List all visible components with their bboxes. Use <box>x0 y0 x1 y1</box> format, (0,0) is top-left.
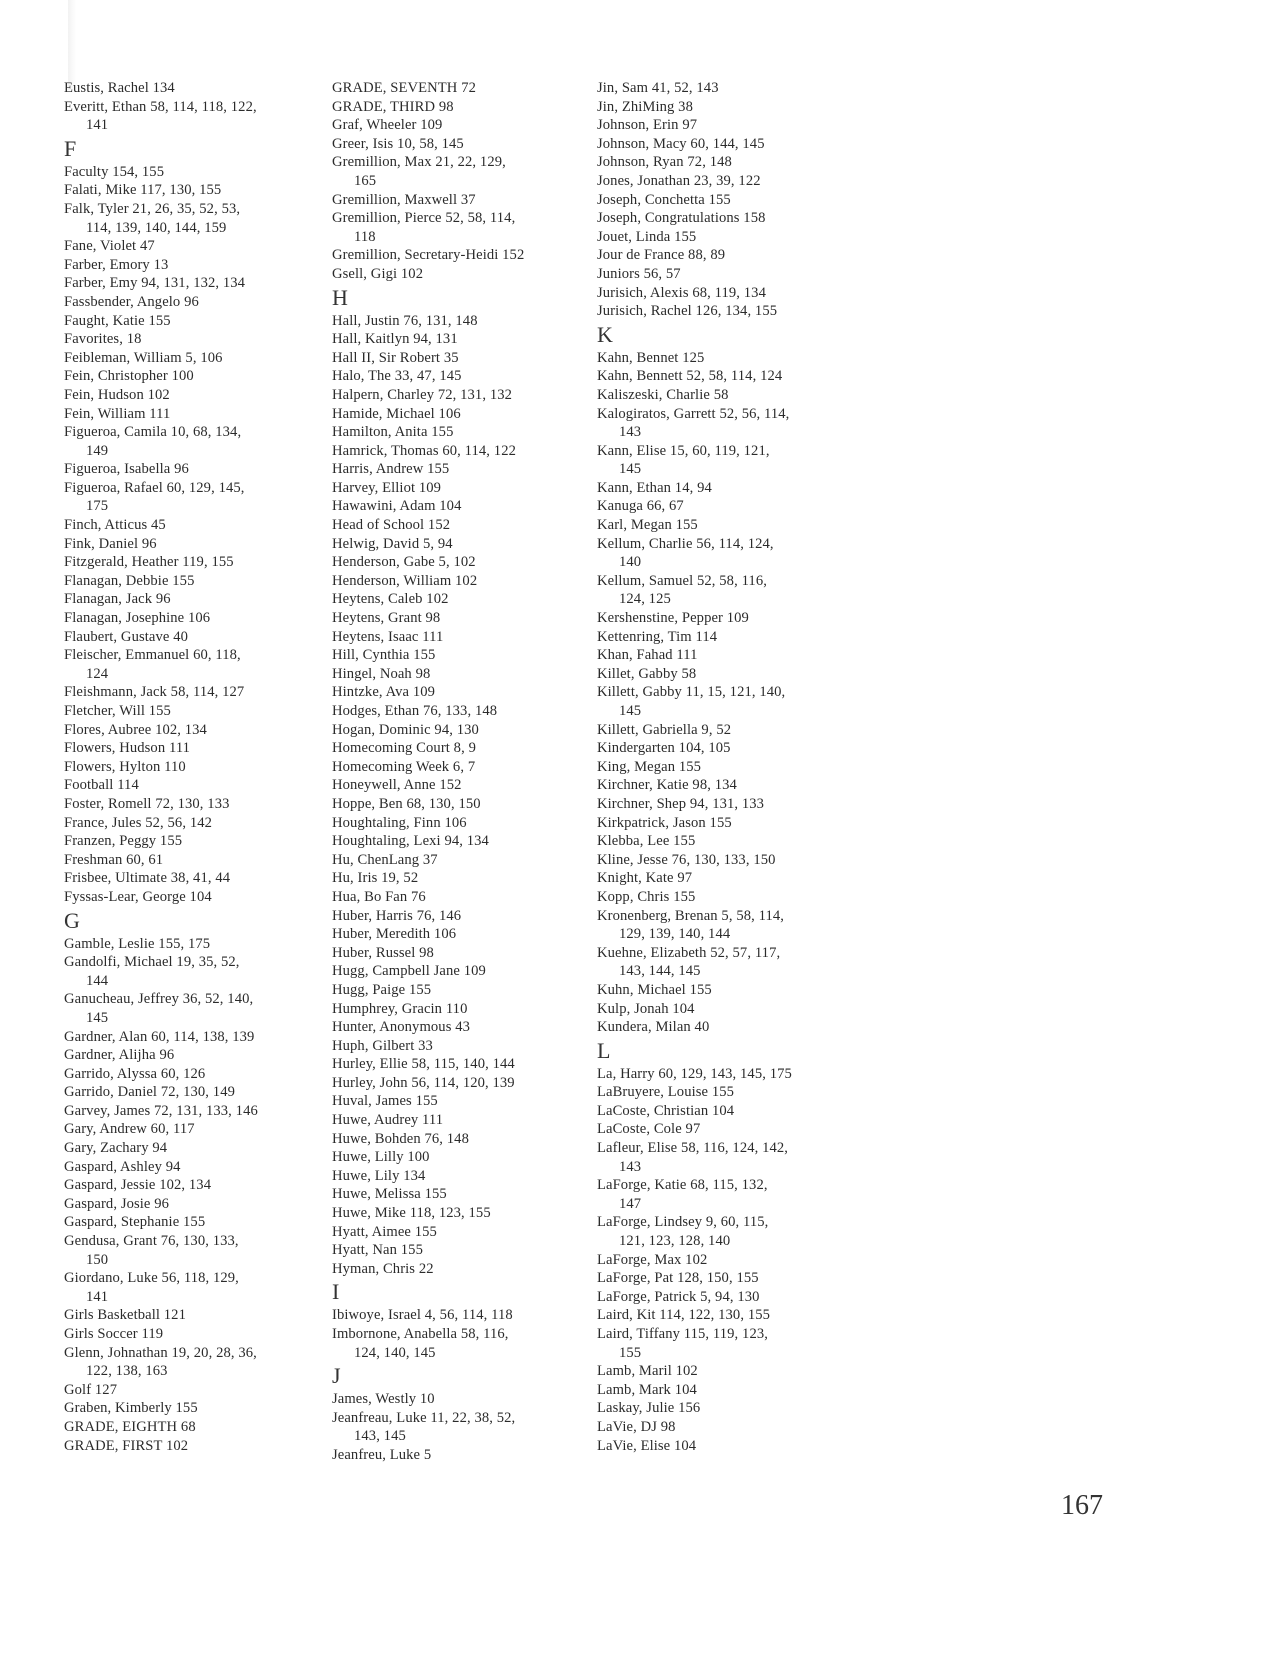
index-entry-continuation: 143 <box>619 424 642 441</box>
index-entry-continuation: 124, 125 <box>619 591 671 608</box>
index-entry: Kahn, Bennet 125 <box>597 349 705 366</box>
index-entry: LaForge, Lindsey 9, 60, 115, <box>597 1214 769 1231</box>
index-entry: Flanagan, Jack 96 <box>64 591 171 608</box>
index-entry: Huber, Russel 98 <box>332 944 434 961</box>
index-entry: Frisbee, Ultimate 38, 41, 44 <box>64 870 231 887</box>
index-entry: France, Jules 52, 56, 142 <box>64 814 213 831</box>
index-entry: Hugg, Campbell Jane 109 <box>332 963 486 980</box>
index-entry: LaForge, Pat 128, 150, 155 <box>597 1270 759 1287</box>
index-entry: Hogan, Dominic 94, 130 <box>332 721 479 738</box>
index-entry: LaCoste, Christian 104 <box>597 1102 735 1119</box>
index-entry: Fassbender, Angelo 96 <box>64 293 199 310</box>
index-entry: Hintzke, Ava 109 <box>332 684 436 701</box>
index-entry: Ganucheau, Jeffrey 36, 52, 140, <box>64 991 254 1008</box>
index-entry: Lamb, Mark 104 <box>597 1381 697 1398</box>
index-entry: Hyatt, Nan 155 <box>332 1242 423 1259</box>
index-entry: Glenn, Johnathan 19, 20, 28, 36, <box>64 1344 257 1361</box>
index-entry: Graf, Wheeler 109 <box>332 117 443 134</box>
index-entry-continuation: 145 <box>619 461 642 478</box>
index-entry: Johnson, Macy 60, 144, 145 <box>597 135 765 152</box>
index-entry: Gaspard, Josie 96 <box>64 1195 170 1212</box>
index-entry: Fitzgerald, Heather 119, 155 <box>64 554 234 571</box>
index-entry: Football 114 <box>64 777 139 794</box>
index-entry: Hugg, Paige 155 <box>332 981 432 998</box>
index-entry-continuation: 150 <box>86 1251 109 1268</box>
index-entry-continuation: 175 <box>86 498 109 515</box>
index-entry: Hill, Cynthia 155 <box>332 647 436 664</box>
index-entry: Honeywell, Anne 152 <box>332 777 462 794</box>
index-column-1 <box>64 79 314 1455</box>
index-entry: Laird, Tiffany 115, 119, 123, <box>597 1326 768 1342</box>
index-entry: Klebba, Lee 155 <box>597 833 696 850</box>
index-entry-continuation: 124 <box>86 665 109 682</box>
index-entry: Golf 127 <box>64 1381 118 1398</box>
section-letter: H <box>332 284 348 310</box>
index-entry: Harvey, Elliot 109 <box>332 479 442 496</box>
index-entry: Heytens, Isaac 111 <box>332 628 444 645</box>
index-entry: Giordano, Luke 56, 118, 129, <box>64 1270 239 1287</box>
index-entry: Heytens, Grant 98 <box>332 610 441 627</box>
index-entry: LaForge, Patrick 5, 94, 130 <box>597 1288 760 1305</box>
index-entry: Joseph, Congratulations 158 <box>597 210 766 227</box>
index-entry: Kuhn, Michael 155 <box>597 981 712 998</box>
index-entry: Kirchner, Shep 94, 131, 133 <box>597 795 765 812</box>
index-entry: Hamilton, Anita 155 <box>332 424 454 441</box>
index-entry: Kann, Ethan 14, 94 <box>597 479 712 496</box>
index-entry: Fein, Hudson 102 <box>64 386 170 403</box>
index-entry: Hall, Justin 76, 131, 148 <box>332 312 478 329</box>
index-entry: Imbornone, Anabella 58, 116, <box>332 1326 509 1342</box>
index-entry: Fleishmann, Jack 58, 114, 127 <box>64 684 245 701</box>
index-entry: Kulp, Jonah 104 <box>597 1000 695 1017</box>
index-entry: Freshman 60, 61 <box>64 851 164 868</box>
index-entry: Gamble, Leslie 155, 175 <box>64 935 211 952</box>
index-entry: Figueroa, Camila 10, 68, 134, <box>64 424 242 441</box>
index-entry: Killet, Gabby 58 <box>597 665 697 682</box>
index-entry: Fleischer, Emmanuel 60, 118, <box>64 647 241 664</box>
index-entry: Hamrick, Thomas 60, 114, 122 <box>332 442 516 459</box>
index-entry: Fink, Daniel 96 <box>64 535 157 552</box>
index-entry: Flowers, Hudson 111 <box>64 740 191 757</box>
index-entry: Humphrey, Gracin 110 <box>332 1000 468 1017</box>
index-entry: Jones, Jonathan 23, 39, 122 <box>597 172 761 189</box>
index-entry: Homecoming Week 6, 7 <box>332 758 476 775</box>
index-entry-continuation: 143 <box>619 1158 642 1175</box>
index-entry: Gardner, Alan 60, 114, 138, 139 <box>64 1028 255 1045</box>
index-entry: Fane, Violet 47 <box>64 238 155 255</box>
index-entry: Helwig, David 5, 94 <box>332 535 453 552</box>
index-entry: Huwe, Lily 134 <box>332 1167 426 1184</box>
index-entry: Fein, William 111 <box>64 405 171 422</box>
index-entry: Hurley, John 56, 114, 120, 139 <box>332 1074 515 1091</box>
index-entry: Gandolfi, Michael 19, 35, 52, <box>64 954 240 971</box>
index-entry: Huval, James 155 <box>332 1093 438 1110</box>
index-entry: Kershenstine, Pepper 109 <box>597 610 749 627</box>
index-entry: Finch, Atticus 45 <box>64 517 166 534</box>
index-entry: Flowers, Hylton 110 <box>64 758 186 775</box>
index-entry: Kettenring, Tim 114 <box>597 628 718 645</box>
index-entry: Fletcher, Will 155 <box>64 703 171 719</box>
index-entry: Halo, The 33, 47, 145 <box>332 368 462 385</box>
index-entry: Gsell, Gigi 102 <box>332 265 424 282</box>
index-entry: Hyatt, Aimee 155 <box>332 1223 437 1240</box>
section-letter: G <box>64 907 80 933</box>
index-entry: Kellum, Charlie 56, 114, 124, <box>597 535 774 552</box>
index-entry: Kline, Jesse 76, 130, 133, 150 <box>597 851 776 868</box>
index-entry: GRADE, EIGHTH 68 <box>64 1418 196 1435</box>
index-entry: Lafleur, Elise 58, 116, 124, 142, <box>597 1140 789 1157</box>
index-entry: Flanagan, Josephine 106 <box>64 610 211 627</box>
index-entry-continuation: 155 <box>619 1344 642 1361</box>
index-entry: Knight, Kate 97 <box>597 870 693 887</box>
index-entry: Hawawini, Adam 104 <box>332 498 462 515</box>
index-entry: Flanagan, Debbie 155 <box>64 572 195 589</box>
index-entry: Hingel, Noah 98 <box>332 665 431 682</box>
index-entry-continuation: 147 <box>619 1195 642 1212</box>
index-entry: Gremillion, Max 21, 22, 129, <box>332 154 506 171</box>
index-entry-continuation: 145 <box>619 703 642 719</box>
index-entry: Harris, Andrew 155 <box>332 461 450 478</box>
index-entry-continuation: 143, 144, 145 <box>619 963 701 980</box>
index-entry: GRADE, THIRD 98 <box>332 98 454 115</box>
index-entry: Head of School 152 <box>332 517 451 534</box>
index-entry: Kopp, Chris 155 <box>597 888 696 905</box>
index-entry-continuation: 145 <box>86 1009 109 1026</box>
index-entry: King, Megan 155 <box>597 758 702 775</box>
index-entry: Kuehne, Elizabeth 52, 57, 117, <box>597 944 781 961</box>
index-entry: Gardner, Alijha 96 <box>64 1047 175 1064</box>
index-entry: Huber, Harris 76, 146 <box>332 907 462 924</box>
index-entry: Everitt, Ethan 58, 114, 118, 122, <box>64 98 257 115</box>
index-entry: Kindergarten 104, 105 <box>597 740 731 757</box>
index-entry: Houghtaling, Finn 106 <box>332 814 467 831</box>
index-entry: Hall, Kaitlyn 94, 131 <box>332 331 458 348</box>
index-entry: Garrido, Daniel 72, 130, 149 <box>64 1084 235 1101</box>
index-entry-continuation: 121, 123, 128, 140 <box>619 1233 731 1250</box>
index-entry: Jeanfreu, Luke 5 <box>332 1446 432 1463</box>
index-entry: Hurley, Ellie 58, 115, 140, 144 <box>332 1056 515 1073</box>
section-letter: J <box>332 1363 341 1389</box>
index-entry: Faculty 154, 155 <box>64 163 165 180</box>
index-entry: Jin, Sam 41, 52, 143 <box>597 80 719 96</box>
index-entry: Gremillion, Pierce 52, 58, 114, <box>332 210 516 227</box>
index-entry: Girls Basketball 121 <box>64 1307 186 1324</box>
index-entry: Eustis, Rachel 134 <box>64 80 175 96</box>
index-entry: Joseph, Conchetta 155 <box>597 191 731 208</box>
index-entry: Jin, ZhiMing 38 <box>597 98 693 115</box>
index-entry: Gendusa, Grant 76, 130, 133, <box>64 1233 239 1250</box>
index-entry: Laird, Kit 114, 122, 130, 155 <box>597 1307 771 1324</box>
index-entry: Falk, Tyler 21, 26, 35, 52, 53, <box>64 200 241 217</box>
index-entry: Huber, Meredith 106 <box>332 926 457 943</box>
index-entry: Garrido, Alyssa 60, 126 <box>64 1065 206 1082</box>
index-entry: Feibleman, William 5, 106 <box>64 349 223 366</box>
index-entry: LaForge, Katie 68, 115, 132, <box>597 1177 768 1194</box>
index-entry: Henderson, Gabe 5, 102 <box>332 554 476 571</box>
index-entry: Gremillion, Secretary-Heidi 152 <box>332 247 525 264</box>
index-entry: LaBruyere, Louise 155 <box>597 1084 735 1101</box>
index-entry: Hamide, Michael 106 <box>332 405 461 422</box>
index-entry: Killett, Gabriella 9, 52 <box>597 721 732 738</box>
index-entry: Jour de France 88, 89 <box>597 247 726 264</box>
index-entry: Kann, Elise 15, 60, 119, 121, <box>597 442 770 459</box>
index-entry: Houghtaling, Lexi 94, 134 <box>332 833 489 850</box>
index-entry-continuation: 140 <box>619 554 642 571</box>
index-entry: Huwe, Audrey 111 <box>332 1112 444 1129</box>
index-entry: Falati, Mike 117, 130, 155 <box>64 182 222 199</box>
index-entry: Homecoming Court 8, 9 <box>332 740 476 757</box>
index-entry: Jouet, Linda 155 <box>597 228 697 245</box>
index-entry: LaVie, Elise 104 <box>597 1437 697 1454</box>
index-entry: Girls Soccer 119 <box>64 1326 164 1342</box>
index-entry: La, Harry 60, 129, 143, 145, 175 <box>597 1065 792 1082</box>
section-letter: K <box>597 321 613 347</box>
index-entry: Hunter, Anonymous 43 <box>332 1019 471 1036</box>
index-entry-continuation: 141 <box>86 1288 109 1305</box>
index-entry: Faught, Katie 155 <box>64 312 171 329</box>
index-entry: Kellum, Samuel 52, 58, 116, <box>597 572 767 589</box>
index-entry: Huwe, Bohden 76, 148 <box>332 1130 469 1147</box>
index-entry: Huwe, Mike 118, 123, 155 <box>332 1205 491 1222</box>
index-entry: Henderson, William 102 <box>332 572 478 589</box>
index-entry: Halpern, Charley 72, 131, 132 <box>332 386 513 403</box>
index-entry-continuation: 143, 145 <box>354 1428 406 1445</box>
index-entry: Huwe, Melissa 155 <box>332 1186 447 1203</box>
index-entry: Kirkpatrick, Jason 155 <box>597 814 732 831</box>
index-entry: Kirchner, Katie 98, 134 <box>597 777 737 794</box>
index-entry: Favorites, 18 <box>64 331 142 348</box>
index-entry: Franzen, Peggy 155 <box>64 833 183 850</box>
index-entry: Figueroa, Isabella 96 <box>64 461 189 478</box>
index-entry: Huph, Gilbert 33 <box>332 1037 433 1054</box>
index-entry: Kaliszeski, Charlie 58 <box>597 386 729 403</box>
section-letter: F <box>64 135 77 161</box>
index-entry: Hyman, Chris 22 <box>332 1260 434 1277</box>
index-entry: Gaspard, Jessie 102, 134 <box>64 1177 212 1194</box>
index-entry: Gary, Andrew 60, 117 <box>64 1121 195 1138</box>
index-entry-continuation: 124, 140, 145 <box>354 1344 436 1361</box>
index-entry: Kronenberg, Brenan 5, 58, 114, <box>597 907 785 924</box>
index-entry-continuation: 114, 139, 140, 144, 159 <box>86 219 227 236</box>
index-entry: Gary, Zachary 94 <box>64 1140 168 1157</box>
index-entry: Killett, Gabby 11, 15, 121, 140, <box>597 684 786 701</box>
index-entry-continuation: 129, 139, 140, 144 <box>619 926 731 943</box>
page-number: 167 <box>1061 1490 1103 1521</box>
index-entry: Kalogiratos, Garrett 52, 56, 114, <box>597 405 790 422</box>
index-entry-continuation: 165 <box>354 172 377 189</box>
index-entry: Fein, Christopher 100 <box>64 368 194 385</box>
index-entry: Hu, ChenLang 37 <box>332 851 438 868</box>
index-entry: LaVie, DJ 98 <box>597 1418 676 1435</box>
index-entry: Gaspard, Stephanie 155 <box>64 1214 206 1231</box>
index-entry: GRADE, FIRST 102 <box>64 1437 189 1454</box>
index-entry: Flaubert, Gustave 40 <box>64 628 188 645</box>
index-entry: Farber, Emy 94, 131, 132, 134 <box>64 275 246 292</box>
index-column-3 <box>597 79 847 1455</box>
index-entry: Flores, Aubree 102, 134 <box>64 721 207 738</box>
index-entry: Hua, Bo Fan 76 <box>332 888 426 905</box>
index-entry: Fyssas-Lear, George 104 <box>64 888 212 905</box>
index-entry: Hu, Iris 19, 52 <box>332 870 419 887</box>
index-entry-continuation: 118 <box>354 228 376 245</box>
index-entry: Johnson, Erin 97 <box>597 117 698 134</box>
index-entry: Jeanfreau, Luke 11, 22, 38, 52, <box>332 1409 516 1426</box>
index-entry: Lamb, Maril 102 <box>597 1363 698 1380</box>
index-entry: Johnson, Ryan 72, 148 <box>597 154 732 171</box>
index-entry: James, Westly 10 <box>332 1391 435 1408</box>
index-entry: Farber, Emory 13 <box>64 256 169 273</box>
index-entry-continuation: 149 <box>86 442 109 459</box>
index-entry: Hall II, Sir Robert 35 <box>332 349 459 366</box>
index-entry: Karl, Megan 155 <box>597 517 698 534</box>
index-entry: Laskay, Julie 156 <box>597 1400 701 1417</box>
index-entry: Graben, Kimberly 155 <box>64 1400 198 1417</box>
index-entry: Kundera, Milan 40 <box>597 1019 710 1036</box>
scan-edge-shading <box>68 0 76 90</box>
index-entry: Kanuga 66, 67 <box>597 498 684 515</box>
index-entry: LaCoste, Cole 97 <box>597 1121 701 1138</box>
index-entry: Garvey, James 72, 131, 133, 146 <box>64 1102 258 1119</box>
index-entry: GRADE, SEVENTH 72 <box>332 80 476 96</box>
index-entry-continuation: 122, 138, 163 <box>86 1363 168 1380</box>
index-entry: Hodges, Ethan 76, 133, 148 <box>332 703 498 719</box>
section-letter: L <box>597 1037 611 1063</box>
index-entry: Figueroa, Rafael 60, 129, 145, <box>64 479 245 496</box>
index-entry: Heytens, Caleb 102 <box>332 591 449 608</box>
index-entry: Foster, Romell 72, 130, 133 <box>64 795 230 812</box>
index-entry: Jurisich, Alexis 68, 119, 134 <box>597 284 766 301</box>
index-column-2 <box>332 79 582 1465</box>
index-entry: Ibiwoye, Israel 4, 56, 114, 118 <box>332 1307 513 1324</box>
index-entry: Khan, Fahad 111 <box>597 647 698 664</box>
index-entry-continuation: 144 <box>86 972 109 989</box>
index-entry: Gremillion, Maxwell 37 <box>332 191 476 208</box>
index-entry: Gaspard, Ashley 94 <box>64 1158 181 1175</box>
index-entry: Huwe, Lilly 100 <box>332 1149 430 1166</box>
section-letter: I <box>332 1279 340 1305</box>
index-entry: Greer, Isis 10, 58, 145 <box>332 135 464 152</box>
index-entry-continuation: 141 <box>86 117 109 134</box>
index-entry: Juniors 56, 57 <box>597 265 681 282</box>
index-entry: Jurisich, Rachel 126, 134, 155 <box>597 303 778 320</box>
index-entry: Hoppe, Ben 68, 130, 150 <box>332 795 481 812</box>
index-entry: Kahn, Bennett 52, 58, 114, 124 <box>597 368 783 385</box>
index-entry: LaForge, Max 102 <box>597 1251 708 1268</box>
